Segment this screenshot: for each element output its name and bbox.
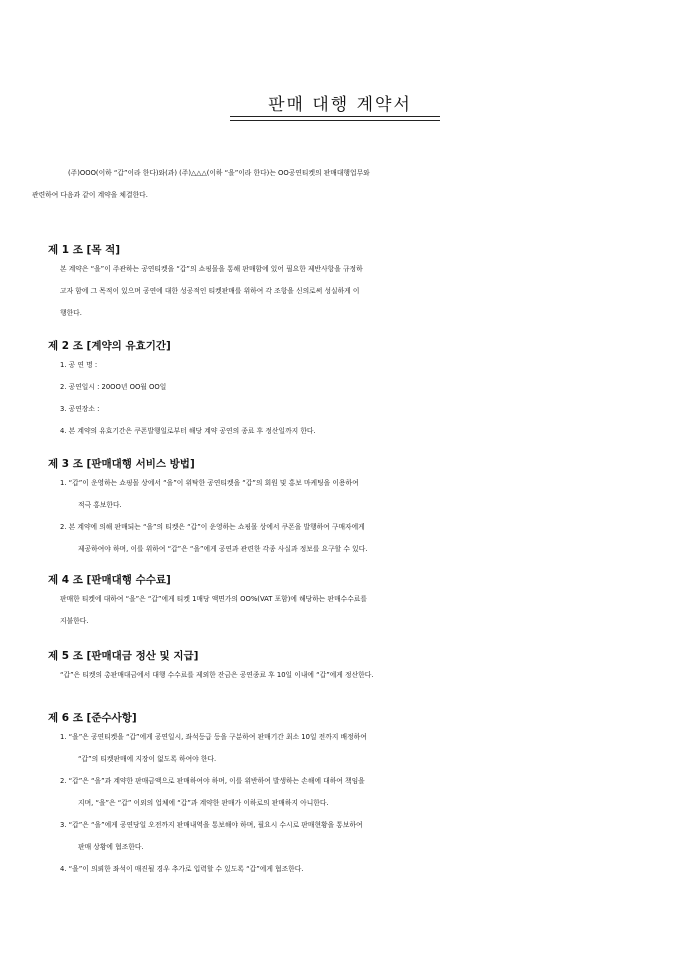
title-underline-bottom [230,120,440,121]
article-line: 제공하여야 하며, 이를 위하여 “갑”은 “을”에게 공연과 관련한 각종 사실과 정보를 요구할 수 있다. [78,545,368,553]
article-heading: 제 4 조 [판매대행 수수료] [48,574,171,586]
article-2 [48,338,628,442]
article-line: 행한다. [60,309,82,317]
article-line: 1. “갑”이 운영하는 쇼핑몰 상에서 “을”이 위탁한 공연티켓을 “갑”의 회원 및 홍보 마케팅을 이용하여 [60,479,359,487]
article-line: “갑”은 티켓의 총판매대금에서 대행 수수료를 제외한 잔금은 공연종료 후 10일 이내에 “갑”에게 정산한다. [60,671,374,679]
article-line: 지며, “을”은 “갑” 이외의 업체에 “갑”과 계약한 판매가 이하로의 판매하지 아니한다. [78,799,329,807]
title-underline-top [230,116,440,117]
article-heading: 제 2 조 [계약의 유효기간] [48,340,171,352]
article-4 [48,572,628,632]
article-heading: 제 6 조 [준수사항] [48,712,137,724]
intro-paragraph [32,162,650,206]
document-title: 판매 대행 계약서 [268,95,412,115]
article-line: 고자 함에 그 목적이 있으며 공연에 대한 성공적인 티켓판매를 위하여 각 조항을 신의로써 성실하게 이 [60,287,360,295]
article-line: 1. “을”은 공연티켓을 “갑”에게 공연일시, 좌석등급 등을 구분하여 판매기간 최소 10일 전까지 배정하여 [60,733,367,741]
article-3 [48,456,628,560]
article-line: 4. 본 계약의 유효기간은 쿠폰발행일로부터 해당 계약 공연의 종료 후 정산일까지 한다. [60,427,316,435]
article-heading: 제 3 조 [판매대행 서비스 방법] [48,458,195,470]
article-line: 적극 홍보한다. [78,501,122,509]
article-line: “갑”의 티켓판매에 지장이 없도록 하여야 한다. [78,755,217,763]
article-line: 3. “갑”은 “을”에게 공연당일 오전까지 판매내역을 통보해야 하며, 필요시 수시로 판매현황을 통보하여 [60,821,363,829]
article-line: 판매 상황에 협조한다. [78,843,144,851]
intro-line: (주)OOO(이하 “갑”이라 한다)와(과) (주)△△△(이하 “을”이라 한다)는 OO공연티켓의 판매대행업무와 [68,169,370,177]
article-line: 2. 본 계약에 의해 판매되는 “을”의 티켓은 “갑”이 운영하는 쇼핑몰 상에서 쿠폰을 발행하여 구매자에게 [60,523,365,531]
article-1 [48,242,628,324]
article-line: 4. “을”이 의뢰한 좌석이 매진될 경우 추가로 입력할 수 있도록 “갑”에게 협조한다. [60,865,304,873]
article-5 [48,648,628,686]
article-line: 3. 공연장소 : [60,405,100,413]
article-line: 2. 공연일시 : 20OO년 OO월 OO일 [60,383,167,391]
article-heading: 제 5 조 [판매대금 정산 및 지급] [48,650,199,662]
article-line: 본 계약은 “을”이 주관하는 공연티켓을 “갑”의 쇼핑몰을 통해 판매함에 있어 필요한 제반사항을 규정하 [60,265,363,273]
article-line: 1. 공 연 명 : [60,361,98,369]
article-line: 2. “갑”은 “을”과 계약한 판매금액으로 판매하여야 하며, 이를 위반하여 발생하는 손해에 대하여 책임을 [60,777,365,785]
article-line: 지불한다. [60,617,89,625]
article-heading: 제 1 조 [목 적] [48,244,121,256]
intro-line: 관련하여 다음과 같이 계약을 체결한다. [32,191,148,199]
article-6 [48,710,628,880]
article-line: 판매한 티켓에 대하여 “을”은 “갑”에게 티켓 1매당 액면가의 OO%(VAT 포함)에 해당하는 판매수수료를 [60,595,367,603]
